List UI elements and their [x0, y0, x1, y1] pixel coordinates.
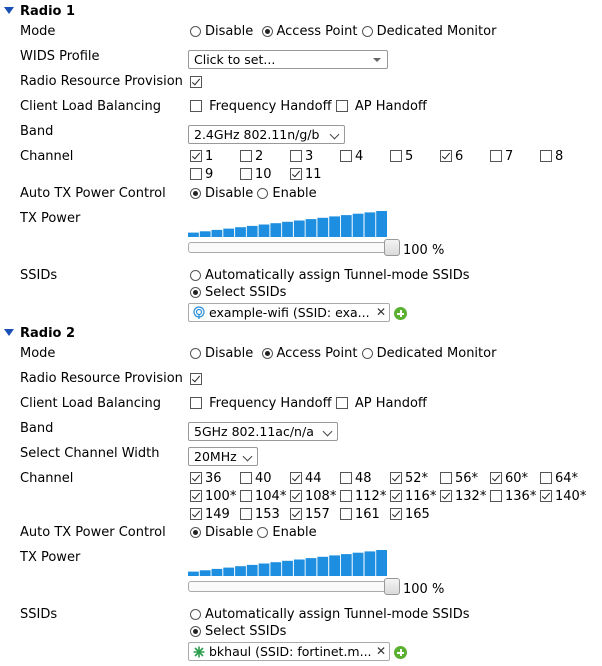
auto-tx-enable-radio[interactable]: Enable — [257, 525, 316, 540]
channel-checkbox[interactable] — [340, 149, 363, 164]
channel-checkbox[interactable] — [390, 489, 436, 504]
radio2-power-slider-handle[interactable] — [384, 578, 400, 595]
channel-checkbox[interactable] — [190, 507, 230, 522]
channel-checkbox[interactable] — [190, 167, 213, 182]
channel-label: 136* — [505, 489, 537, 504]
wids-label: WIDS Profile — [20, 49, 100, 64]
channel-label: 132* — [455, 489, 487, 504]
channel-label: 3 — [305, 149, 314, 164]
channel-checkbox[interactable] — [290, 489, 336, 504]
channel-checkbox[interactable] — [340, 471, 372, 486]
channel-label: 153 — [255, 507, 280, 522]
ap-handoff-checkbox[interactable]: AP Handoff — [336, 396, 427, 411]
channel-checkbox[interactable] — [240, 489, 286, 504]
channel-checkbox[interactable] — [540, 489, 586, 504]
channel-checkbox[interactable] — [490, 471, 528, 486]
power-bar — [188, 233, 199, 237]
channel-checkbox[interactable] — [240, 507, 280, 522]
channel-checkbox[interactable] — [390, 149, 413, 164]
add-ssid-icon[interactable] — [394, 646, 407, 659]
auto-assign-ssid-radio[interactable]: Automatically assign Tunnel-mode SSIDs — [190, 268, 470, 283]
auto-tx-label: Auto TX Power Control — [20, 525, 166, 540]
select-ssids-radio[interactable]: Select SSIDs — [190, 624, 286, 639]
remove-ssid-icon[interactable]: ✕ — [375, 644, 386, 658]
auto-tx-disable-radio[interactable]: Disable — [190, 525, 253, 540]
power-bar — [376, 550, 387, 576]
radio2-title: Radio 2 — [20, 326, 76, 341]
radio2-rrp-checkbox[interactable] — [190, 372, 205, 387]
ssid-chip[interactable]: example-wifi (SSID: exa... ✕ — [188, 303, 390, 322]
channel-label: 6 — [455, 149, 464, 164]
channel-label: 161 — [355, 507, 380, 522]
radio1-power-value: 100 % — [403, 243, 445, 258]
mode-label: Mode — [20, 24, 56, 39]
channel-label: 36 — [205, 471, 222, 486]
rrp-label: Radio Resource Provision — [20, 371, 183, 386]
channel-label: 112* — [355, 489, 387, 504]
frequency-handoff-checkbox[interactable]: Frequency Handoff — [190, 396, 332, 411]
power-bar — [200, 570, 211, 576]
select-ssids-radio[interactable]: Select SSIDs — [190, 285, 286, 300]
wids-profile-select[interactable]: Click to set... — [188, 50, 388, 69]
radio1-power-bars — [188, 210, 392, 238]
mode-ap-radio[interactable]: Access Point — [262, 346, 358, 361]
channel-label: 10 — [255, 167, 272, 182]
channel-label: 56* — [455, 471, 479, 486]
band-label: Band — [20, 124, 54, 139]
channel-label: 100* — [205, 489, 237, 504]
mode-disable-radio[interactable]: Disable — [190, 24, 253, 39]
remove-ssid-icon[interactable]: ✕ — [375, 305, 386, 319]
auto-assign-ssid-radio[interactable]: Automatically assign Tunnel-mode SSIDs — [190, 607, 470, 622]
power-bar — [341, 215, 352, 237]
channel-label: 64* — [555, 471, 579, 486]
mode-monitor-radio[interactable]: Dedicated Monitor — [362, 24, 497, 39]
channel-label: 44 — [305, 471, 322, 486]
auto-tx-enable-radio[interactable]: Enable — [257, 186, 316, 201]
ssids-label: SSIDs — [20, 268, 58, 283]
channel-label: Channel — [20, 471, 74, 486]
channel-width-select[interactable]: 20MHz — [188, 447, 258, 466]
power-bar — [247, 565, 258, 576]
channel-checkbox[interactable] — [190, 489, 236, 504]
radio1-title: Radio 1 — [20, 4, 76, 19]
channel-label: 7 — [505, 149, 514, 164]
frequency-handoff-checkbox[interactable]: Frequency Handoff — [190, 99, 332, 114]
channel-label: 104* — [255, 489, 287, 504]
channel-label: 108* — [305, 489, 337, 504]
channel-checkbox[interactable] — [290, 471, 322, 486]
power-bar — [329, 216, 340, 237]
radio2-clb-group — [190, 396, 427, 411]
power-bar — [306, 219, 317, 237]
ap-handoff-checkbox[interactable]: AP Handoff — [336, 99, 427, 114]
ssid-chip[interactable]: bkhaul (SSID: fortinet.m... ✕ — [188, 642, 390, 661]
channel-label: 4 — [355, 149, 364, 164]
radio2-auto-tx-group — [190, 525, 317, 540]
channel-checkbox[interactable] — [540, 471, 578, 486]
channel-label: Channel — [20, 149, 74, 164]
channel-label: 165 — [405, 507, 430, 522]
rrp-label: Radio Resource Provision — [20, 74, 183, 89]
power-bar — [235, 227, 246, 237]
radio1-power-slider-handle[interactable] — [384, 239, 400, 256]
tx-power-label: TX Power — [20, 550, 81, 565]
radio1-rrp-checkbox[interactable] — [190, 75, 205, 90]
power-bar — [212, 569, 223, 576]
channel-checkbox[interactable] — [190, 471, 222, 486]
power-bar — [306, 558, 317, 576]
channel-label: 11 — [305, 167, 322, 182]
power-bar — [365, 212, 376, 237]
power-bar — [282, 222, 293, 237]
channel-label: 5 — [405, 149, 414, 164]
mesh-icon — [193, 646, 205, 658]
channel-checkbox[interactable] — [440, 471, 478, 486]
channel-label: 2 — [255, 149, 264, 164]
channel-label: 149 — [205, 507, 230, 522]
channel-label: 60* — [505, 471, 529, 486]
power-bar — [294, 560, 305, 577]
channel-checkbox[interactable] — [290, 507, 330, 522]
band-label: Band — [20, 421, 54, 436]
radio2-mode-group — [190, 346, 496, 361]
channel-checkbox[interactable] — [240, 471, 272, 486]
power-bar — [270, 223, 281, 237]
power-bar — [353, 553, 364, 576]
radio1-clb-group — [190, 99, 427, 114]
mode-disable-radio[interactable]: Disable — [190, 346, 253, 361]
channel-checkbox[interactable] — [240, 149, 263, 164]
channel-checkbox[interactable] — [340, 489, 386, 504]
radio1-power-slider-track[interactable] — [188, 242, 400, 253]
mode-monitor-radio[interactable]: Dedicated Monitor — [362, 346, 497, 361]
channel-checkbox[interactable] — [290, 149, 313, 164]
power-bar — [353, 214, 364, 237]
channel-label: 1 — [205, 149, 214, 164]
channel-checkbox[interactable] — [190, 149, 213, 164]
channel-label: 157 — [305, 507, 330, 522]
channel-checkbox[interactable] — [490, 149, 513, 164]
auto-tx-disable-radio[interactable]: Disable — [190, 186, 253, 201]
channel-checkbox[interactable] — [290, 167, 322, 182]
power-bar — [235, 566, 246, 576]
power-bar — [376, 211, 387, 237]
channel-label: 52* — [405, 471, 429, 486]
power-bar — [329, 555, 340, 576]
power-bar — [200, 231, 211, 237]
radio1-auto-tx-group — [190, 186, 317, 201]
channel-label: 116* — [405, 489, 437, 504]
mode-label: Mode — [20, 346, 56, 361]
tx-power-label: TX Power — [20, 211, 81, 226]
radio2-band-select[interactable]: 5GHz 802.11ac/n/a — [188, 422, 338, 441]
power-bar — [259, 564, 270, 577]
power-bar — [223, 568, 234, 576]
channel-label: 9 — [205, 167, 214, 182]
channel-checkbox[interactable] — [340, 507, 380, 522]
channel-checkbox[interactable] — [390, 507, 430, 522]
mode-ap-radio[interactable]: Access Point — [262, 24, 358, 39]
channel-checkbox[interactable] — [540, 149, 563, 164]
radio2-power-slider-track[interactable] — [188, 581, 400, 592]
ssids-label: SSIDs — [20, 607, 58, 622]
channel-checkbox[interactable] — [440, 489, 486, 504]
power-bar — [247, 226, 258, 237]
power-bar — [188, 572, 199, 576]
radio2-power-value: 100 % — [403, 582, 445, 597]
channel-checkbox[interactable] — [490, 489, 536, 504]
power-bar — [270, 562, 281, 576]
radio2-power-bars — [188, 549, 392, 577]
radio1-band-select[interactable]: 2.4GHz 802.11n/g/b — [188, 125, 345, 144]
auto-tx-label: Auto TX Power Control — [20, 186, 166, 201]
clb-label: Client Load Balancing — [20, 396, 162, 411]
channel-label: 8 — [555, 149, 564, 164]
radio1-mode-group — [190, 24, 496, 39]
power-bar — [317, 557, 328, 576]
power-bar — [317, 218, 328, 237]
channel-label: 140* — [555, 489, 587, 504]
channel-checkbox[interactable] — [390, 471, 428, 486]
collapse-radio2-icon[interactable] — [4, 329, 14, 336]
channel-checkbox[interactable] — [240, 167, 272, 182]
add-ssid-icon[interactable] — [394, 307, 407, 320]
power-bar — [212, 230, 223, 237]
power-bar — [259, 225, 270, 238]
wifi-icon — [193, 306, 205, 319]
channel-checkbox[interactable] — [440, 149, 463, 164]
power-bar — [282, 561, 293, 576]
power-bar — [341, 554, 352, 576]
power-bar — [294, 221, 305, 238]
channel-label: 40 — [255, 471, 272, 486]
channel-width-label: Select Channel Width — [20, 446, 160, 461]
channel-label: 48 — [355, 471, 372, 486]
collapse-radio1-icon[interactable] — [4, 7, 14, 14]
power-bar — [223, 229, 234, 237]
clb-label: Client Load Balancing — [20, 99, 162, 114]
power-bar — [365, 551, 376, 576]
